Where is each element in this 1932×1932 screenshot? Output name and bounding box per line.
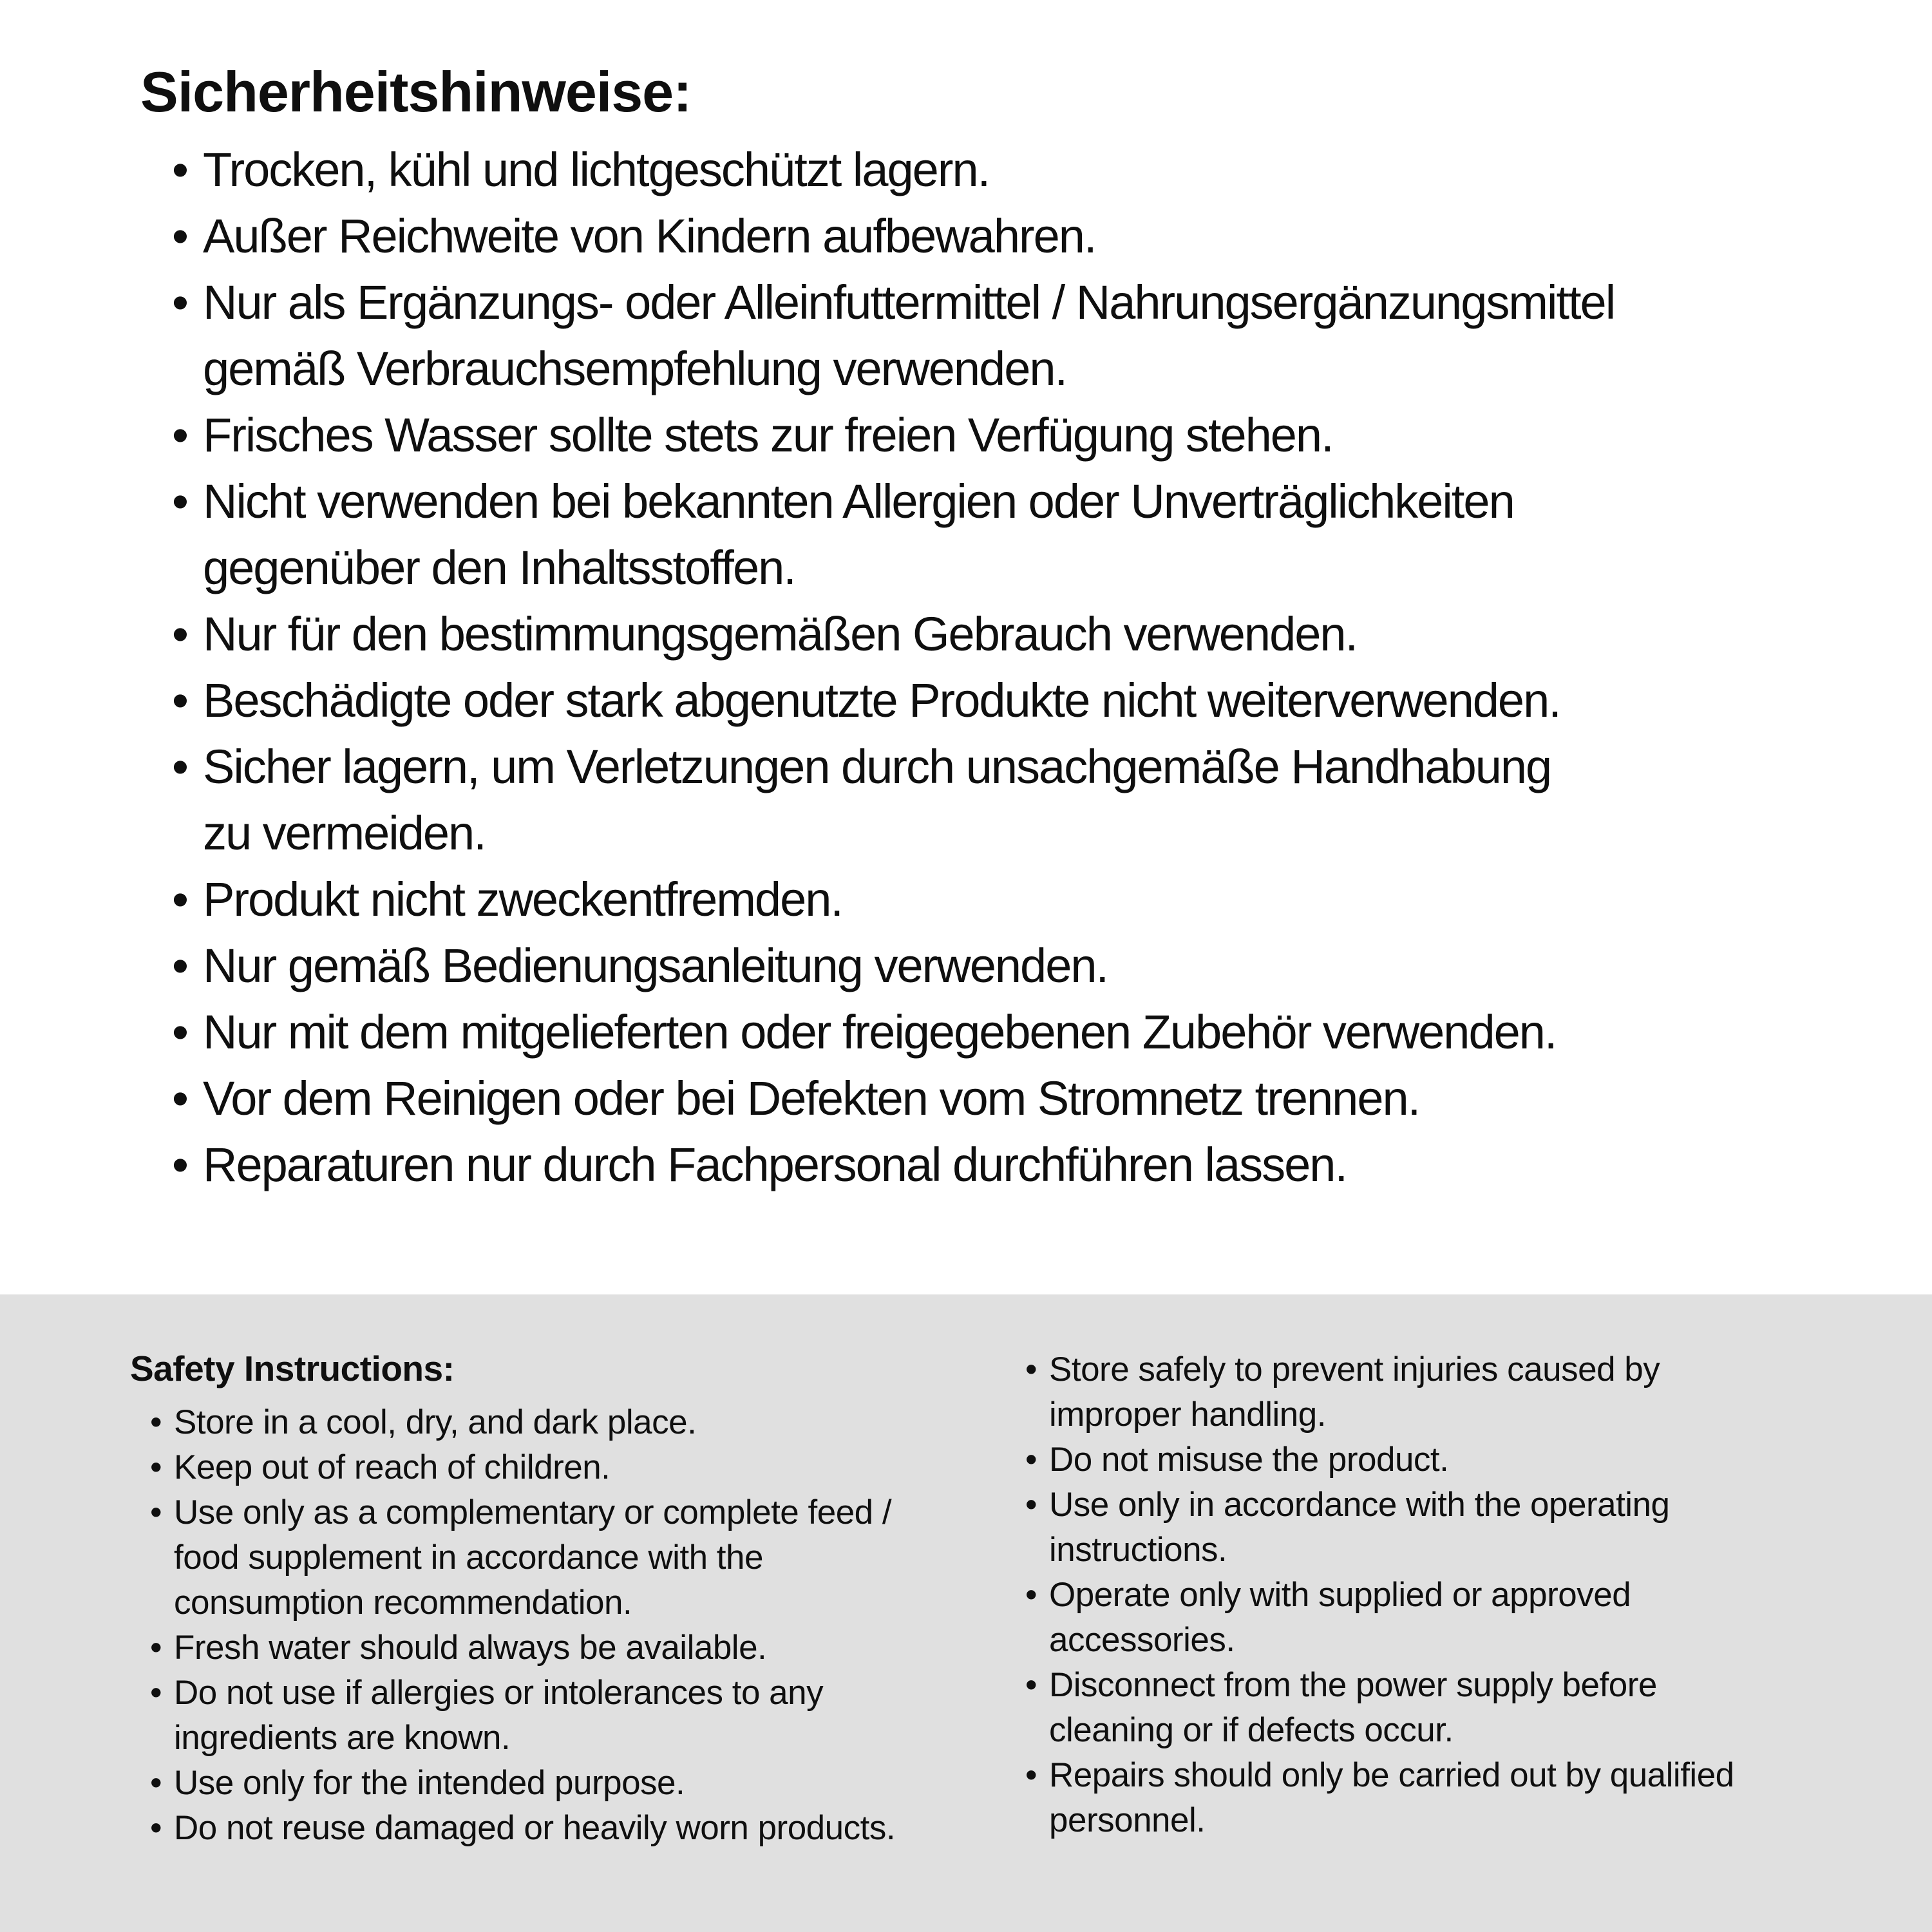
bullet-icon: • bbox=[150, 1764, 162, 1802]
list-item-text: gemäß Verbrauchsempfehlung verwenden. bbox=[203, 342, 1067, 395]
list-item bbox=[172, 1065, 1615, 1132]
list-item bbox=[172, 999, 1615, 1065]
list-item-text: ingredients are known. bbox=[174, 1719, 511, 1757]
list-item-continuation bbox=[1025, 1528, 1734, 1573]
list-item-continuation bbox=[172, 535, 1615, 601]
list-item-text: food supplement in accordance with the bbox=[174, 1539, 763, 1577]
list-item-text: Keep out of reach of children. bbox=[174, 1448, 611, 1486]
list-item bbox=[1025, 1753, 1734, 1798]
bullet-icon: • bbox=[150, 1629, 162, 1667]
list-item-text: Nur mit dem mitgelieferten oder freigegebenen Zubehör verwenden. bbox=[203, 1005, 1557, 1059]
list-item-continuation bbox=[150, 1535, 895, 1580]
list-item-text: personnel. bbox=[1049, 1801, 1206, 1839]
bullet-icon: • bbox=[172, 607, 189, 661]
bullet-icon: • bbox=[172, 740, 189, 793]
bullet-icon: • bbox=[1025, 1666, 1037, 1704]
list-item bbox=[150, 1400, 895, 1445]
bullet-icon: • bbox=[1025, 1350, 1037, 1388]
list-item-text: Store safely to prevent injuries caused by bbox=[1049, 1350, 1660, 1388]
bullet-icon: • bbox=[172, 209, 189, 263]
list-item-text: Trocken, kühl und lichtgeschützt lagern. bbox=[203, 143, 990, 196]
list-item bbox=[1025, 1347, 1734, 1392]
english-heading: Safety Instructions: bbox=[130, 1349, 455, 1388]
bullet-icon: • bbox=[150, 1809, 162, 1847]
list-item-continuation bbox=[172, 336, 1615, 402]
bullet-icon: • bbox=[150, 1403, 162, 1441]
list-item-text: Beschädigte oder stark abgenutzte Produkte nicht weiterverwenden. bbox=[203, 674, 1560, 727]
bullet-icon: • bbox=[1025, 1441, 1037, 1479]
bullet-icon: • bbox=[172, 939, 189, 992]
list-item-text: Store in a cool, dry, and dark place. bbox=[174, 1403, 697, 1441]
list-item bbox=[172, 203, 1615, 269]
list-item bbox=[150, 1625, 895, 1671]
bullet-icon: • bbox=[172, 1072, 189, 1125]
list-item-continuation bbox=[1025, 1618, 1734, 1663]
list-item-text: accessories. bbox=[1049, 1621, 1235, 1659]
list-item-text: Nur als Ergänzungs- oder Alleinfuttermittel / Nahrungsergänzungsmittel bbox=[203, 276, 1615, 329]
list-item-text: improper handling. bbox=[1049, 1396, 1326, 1434]
bullet-icon: • bbox=[172, 475, 189, 528]
list-item bbox=[150, 1445, 895, 1490]
list-item-text: Frisches Wasser sollte stets zur freien Verfügung stehen. bbox=[203, 408, 1333, 462]
bullet-icon: • bbox=[150, 1674, 162, 1712]
list-item-text: Do not reuse damaged or heavily worn products. bbox=[174, 1809, 896, 1847]
list-item bbox=[1025, 1482, 1734, 1528]
bullet-icon: • bbox=[150, 1448, 162, 1486]
list-item-text: Nur für den bestimmungsgemäßen Gebrauch verwenden. bbox=[203, 607, 1358, 661]
list-item-text: Reparaturen nur durch Fachpersonal durchführen lassen. bbox=[203, 1138, 1347, 1191]
german-bullet-list bbox=[172, 137, 1615, 1198]
list-item-text: Use only for the intended purpose. bbox=[174, 1764, 685, 1802]
bullet-icon: • bbox=[1025, 1486, 1037, 1524]
list-item bbox=[150, 1806, 895, 1851]
bullet-icon: • bbox=[172, 408, 189, 462]
english-right-column bbox=[1025, 1347, 1734, 1843]
german-heading: Sicherheitshinweise: bbox=[140, 60, 692, 124]
list-item-text: Use only as a complementary or complete feed / bbox=[174, 1493, 892, 1531]
list-item bbox=[1025, 1663, 1734, 1708]
list-item bbox=[172, 269, 1615, 336]
bullet-icon: • bbox=[1025, 1576, 1037, 1614]
list-item-text: gegenüber den Inhaltsstoffen. bbox=[203, 541, 795, 594]
list-item bbox=[172, 468, 1615, 535]
list-item-text: Use only in accordance with the operating bbox=[1049, 1486, 1670, 1524]
list-item-text: Do not misuse the product. bbox=[1049, 1441, 1449, 1479]
list-item-text: Außer Reichweite von Kindern aufbewahren. bbox=[203, 209, 1096, 263]
list-item bbox=[172, 866, 1615, 933]
list-item-continuation bbox=[1025, 1798, 1734, 1843]
list-item bbox=[172, 402, 1615, 468]
list-item-text: Nur gemäß Bedienungsanleitung verwenden. bbox=[203, 939, 1108, 992]
bullet-icon: • bbox=[150, 1493, 162, 1531]
list-item bbox=[150, 1761, 895, 1806]
list-item-text: Sicher lagern, um Verletzungen durch unsachgemäße Handhabung bbox=[203, 740, 1551, 793]
list-item bbox=[172, 137, 1615, 203]
list-item-text: Repairs should only be carried out by qualified bbox=[1049, 1756, 1734, 1794]
list-item bbox=[150, 1671, 895, 1716]
list-item bbox=[150, 1490, 895, 1535]
list-item-text: Produkt nicht zweckentfremden. bbox=[203, 873, 842, 926]
list-item-text: consumption recommendation. bbox=[174, 1584, 632, 1622]
bullet-icon: • bbox=[172, 276, 189, 329]
list-item-text: instructions. bbox=[1049, 1531, 1227, 1569]
list-item-text: Do not use if allergies or intolerances to any bbox=[174, 1674, 824, 1712]
bullet-icon: • bbox=[1025, 1756, 1037, 1794]
list-item-text: cleaning or if defects occur. bbox=[1049, 1711, 1454, 1749]
list-item bbox=[172, 667, 1615, 734]
list-item bbox=[172, 601, 1615, 667]
list-item bbox=[172, 734, 1615, 800]
list-item-text: Nicht verwenden bei bekannten Allergien oder Unverträglichkeiten bbox=[203, 475, 1514, 528]
list-item-continuation bbox=[1025, 1392, 1734, 1437]
list-item-continuation bbox=[172, 800, 1615, 866]
list-item bbox=[172, 933, 1615, 999]
list-item-text: Disconnect from the power supply before bbox=[1049, 1666, 1657, 1704]
list-item bbox=[172, 1132, 1615, 1198]
bullet-icon: • bbox=[172, 1005, 189, 1059]
list-item-text: Vor dem Reinigen oder bei Defekten vom Stromnetz trennen. bbox=[203, 1072, 1420, 1125]
list-item bbox=[1025, 1437, 1734, 1482]
list-item-continuation bbox=[1025, 1708, 1734, 1753]
list-item-continuation bbox=[150, 1716, 895, 1761]
bullet-icon: • bbox=[172, 674, 189, 727]
list-item-text: Operate only with supplied or approved bbox=[1049, 1576, 1631, 1614]
list-item-continuation bbox=[150, 1580, 895, 1625]
list-item-text: zu vermeiden. bbox=[203, 806, 486, 860]
bullet-icon: • bbox=[172, 1138, 189, 1191]
bullet-icon: • bbox=[172, 873, 189, 926]
english-left-column bbox=[150, 1400, 895, 1851]
bullet-icon: • bbox=[172, 143, 189, 196]
list-item bbox=[1025, 1573, 1734, 1618]
list-item-text: Fresh water should always be available. bbox=[174, 1629, 767, 1667]
